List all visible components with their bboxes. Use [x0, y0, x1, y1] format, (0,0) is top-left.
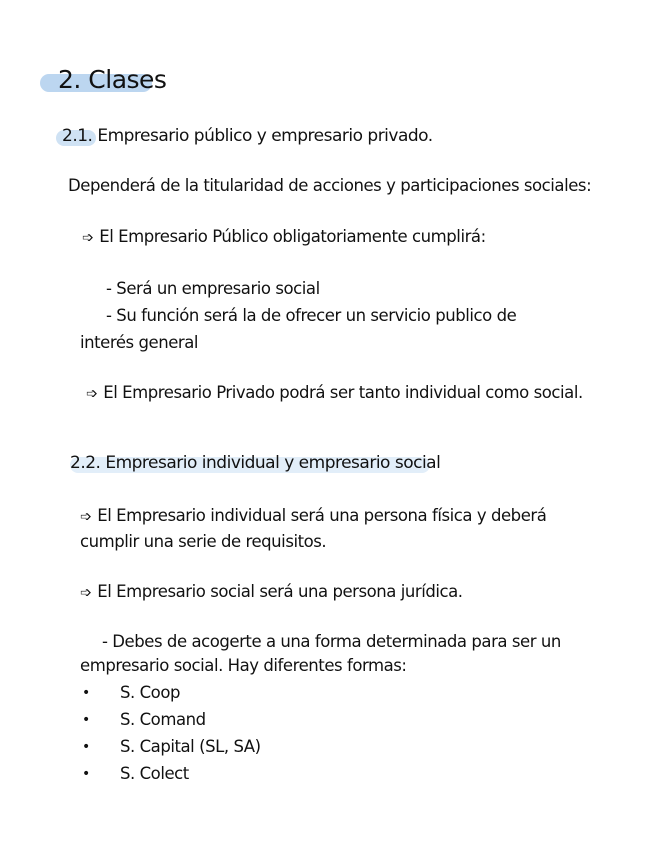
right-arrow-icon: ➩ — [80, 509, 92, 525]
bullet-icon: • — [82, 712, 91, 728]
publico-item-2-line-2: interés general — [80, 333, 199, 352]
section-title: 2. Clases — [44, 64, 166, 96]
publico-item-1: - Será un empresario social — [106, 279, 320, 298]
list-item: S. Coop — [120, 683, 180, 702]
subsection-title-2-1: 2.1. Empresario público y empresario privado. — [62, 124, 433, 148]
list-item: S. Colect — [120, 764, 189, 783]
subsection-title-2-2: 2.2. Empresario individual y empresario social — [70, 453, 441, 473]
bullet-icon: • — [82, 685, 91, 701]
right-arrow-icon: ➩ — [86, 386, 98, 402]
right-arrow-icon: ➩ — [80, 585, 92, 601]
social-note-line-2: empresario social. Hay diferentes formas: — [80, 656, 407, 675]
intro-text: Dependerá de la titularidad de acciones y participaciones sociales: — [68, 176, 592, 195]
individual-line-2: cumplir una serie de requisitos. — [80, 532, 327, 551]
list-item: S. Capital (SL, SA) — [120, 737, 261, 756]
publico-item-2-line-1: - Su función será la de ofrecer un servicio publico de — [106, 306, 517, 325]
list-item: S. Comand — [120, 710, 206, 729]
publico-arrow-item: ➩ El Empresario Público obligatoriamente cumplirá: — [82, 227, 486, 246]
privado-arrow-item: ➩ El Empresario Privado podrá ser tanto individual como social. — [86, 383, 583, 402]
social-note-line-1: - Debes de acogerte a una forma determinada para ser un — [102, 632, 561, 651]
individual-arrow-item: ➩ El Empresario individual será una persona física y deberá — [80, 506, 547, 525]
social-arrow-item: ➩ El Empresario social será una persona jurídica. — [80, 582, 463, 601]
bullet-icon: • — [82, 739, 91, 755]
right-arrow-icon: ➩ — [82, 230, 94, 246]
bullet-icon: • — [82, 766, 91, 782]
